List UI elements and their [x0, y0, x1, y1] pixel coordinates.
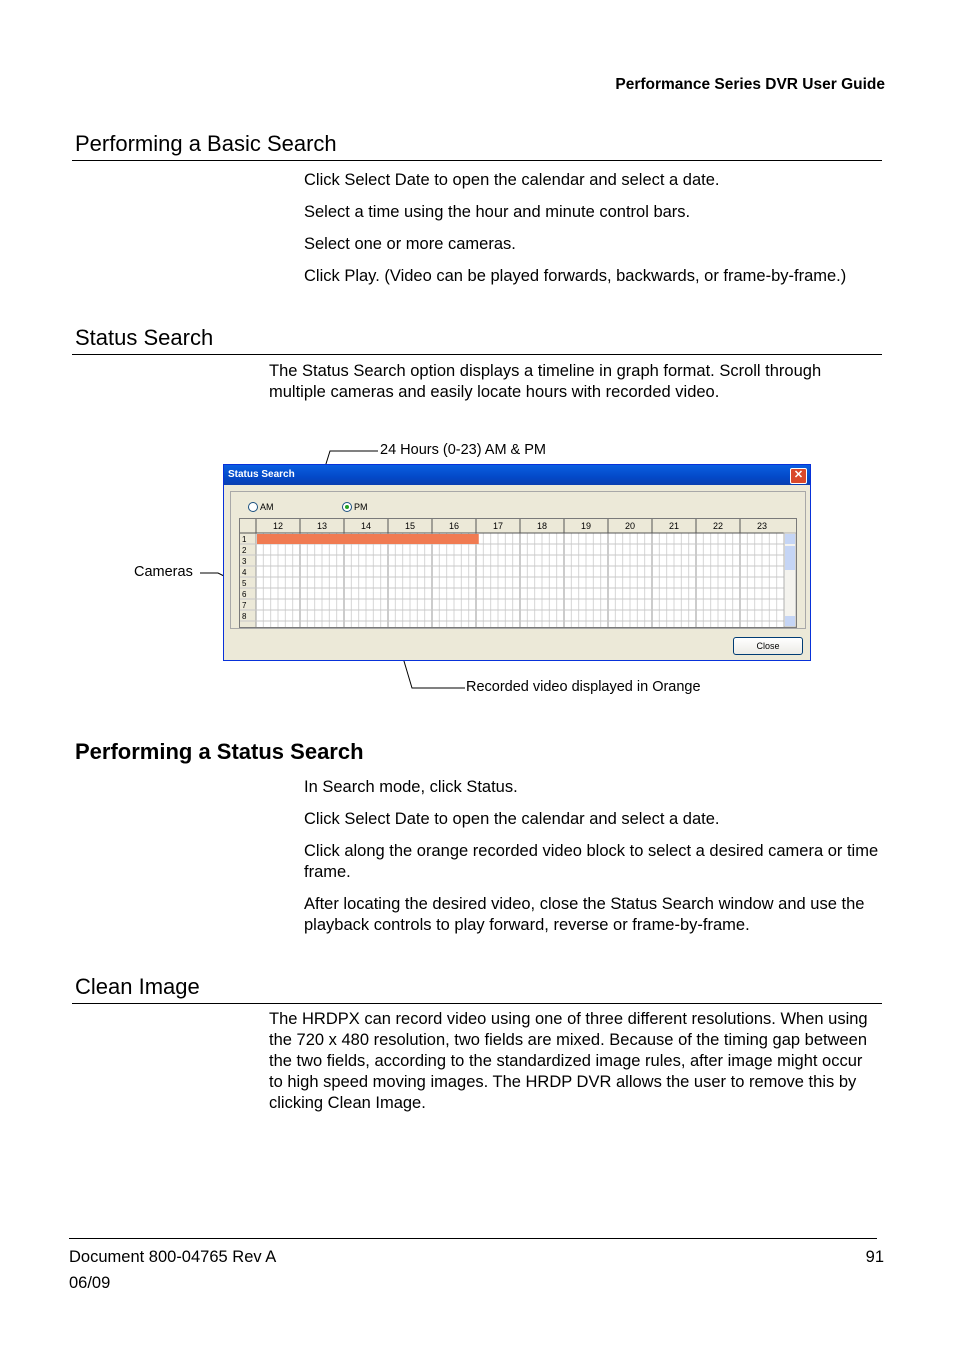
radio-pm[interactable]: PM — [342, 501, 368, 512]
clean-image-body: The HRDPX can record video using one of three different resolutions. When using the 720 x 480 resolution, two fields are mixed. Because of the timing gap between the two fields, according to the standardized image rules, after image might occur to high speed moving images. The HRDP DVR allows the user to remove this by clicking Clean Image. — [269, 1010, 868, 1112]
hour-label: 20 — [624, 521, 636, 531]
section-rule — [72, 1003, 882, 1004]
guide-title: Performance Series DVR User Guide — [615, 76, 885, 93]
footer-date: 06/09 — [69, 1274, 111, 1292]
dialog-title-bar — [224, 465, 810, 485]
status-step-3: Click along the orange recorded video block to select a desired camera or time frame. — [304, 842, 879, 881]
camera-label: 3 — [242, 557, 247, 566]
status-step-4: After locating the desired video, close the Status Search window and use the playback controls to play forward, reverse or frame-by-frame. — [304, 895, 865, 934]
hour-label: 14 — [360, 521, 372, 531]
hour-label: 21 — [668, 521, 680, 531]
scroll-down-button — [785, 616, 795, 626]
timeline-grid[interactable] — [239, 518, 797, 628]
hour-label: 12 — [272, 521, 284, 531]
scroll-up-button — [785, 534, 795, 544]
callout-cameras: Cameras — [134, 564, 193, 580]
camera-label: 8 — [242, 612, 247, 621]
callout-recorded: Recorded video displayed in Orange — [466, 679, 701, 695]
radio-am-dot[interactable] — [248, 502, 258, 512]
basic-step-3: Select one or more cameras. — [304, 235, 516, 253]
hour-label: 18 — [536, 521, 548, 531]
camera-label: 6 — [242, 590, 247, 599]
footer-document: Document 800-04765 Rev A — [69, 1248, 277, 1266]
camera-label: 5 — [242, 579, 247, 588]
hour-label: 16 — [448, 521, 460, 531]
status-search-intro: The Status Search option displays a timeline in graph format. Scroll through multiple cameras and easily locate hours with recorded video. — [269, 362, 822, 401]
camera-label: 7 — [242, 601, 247, 610]
scroll-thumb — [785, 546, 795, 570]
camera-label: 4 — [242, 568, 247, 577]
hour-label: 23 — [756, 521, 768, 531]
recorded-video-block — [257, 534, 479, 544]
performing-status-heading: Performing a Status Search — [75, 739, 364, 764]
basic-step-2: Select a time using the hour and minute control bars. — [304, 203, 691, 221]
status-step-1: In Search mode, click Status. — [304, 778, 518, 796]
basic-search-heading: Performing a Basic Search — [75, 131, 337, 156]
hour-label: 17 — [492, 521, 504, 531]
camera-label: 1 — [242, 535, 247, 544]
radio-am[interactable]: AM — [248, 501, 274, 512]
dialog-title: Status Search — [228, 469, 295, 480]
footer-rule — [69, 1238, 877, 1239]
close-icon[interactable]: ✕ — [790, 468, 807, 484]
basic-step-1: Click Select Date to open the calendar and select a date. — [304, 171, 720, 189]
hour-label: 15 — [404, 521, 416, 531]
hour-label: 13 — [316, 521, 328, 531]
basic-step-4: Click Play. (Video can be played forwards, backwards, or frame-by-frame.) — [304, 267, 847, 285]
hour-label: 22 — [712, 521, 724, 531]
callout-hours: 24 Hours (0-23) AM & PM — [380, 442, 546, 458]
radio-pm-dot[interactable] — [342, 502, 352, 512]
page-number: 91 — [865, 1248, 884, 1266]
status-search-dialog — [223, 464, 811, 661]
status-search-heading: Status Search — [75, 325, 214, 350]
hour-label: 19 — [580, 521, 592, 531]
camera-label: 2 — [242, 546, 247, 555]
close-button[interactable]: Close — [733, 637, 803, 655]
status-step-2: Click Select Date to open the calendar and select a date. — [304, 810, 720, 828]
clean-image-heading: Clean Image — [75, 974, 200, 999]
